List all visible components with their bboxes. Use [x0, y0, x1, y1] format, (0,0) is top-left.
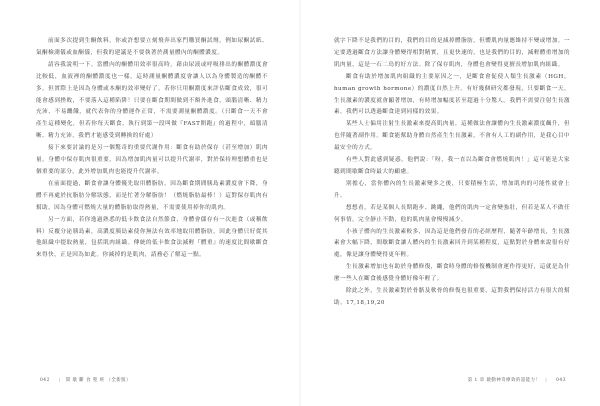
paragraph: 在前面提過，斷食會讓身體優先取用體脂肪，因為斷食期間胰島素濃度會下降，身體不再處於抗脂肪分解狀態，而是忙著分解脂肪！（燃燒脂肪最棒！）這對保存肌肉有幫助，因為身體可燃燒大量的體脂肪取得熱量，不需要使用掉你的肌肉。 — [36, 180, 268, 211]
right-page-footer — [468, 377, 570, 383]
paragraph: 生長激素增加也有助於身體修復，斷食時身體的修復機制會運作得更好，這就是為什麼一些人在斷食後感覺身體好像年輕了。 — [334, 264, 570, 283]
right-page-body — [334, 36, 570, 310]
chapter-label: 第 1 章 — [467, 378, 485, 383]
paragraph: 除此之外，生長激素對於骨骼及軟骨的修復也很重要，這對我們保持活力有很大的幫助。17,18,19,20 — [334, 288, 570, 306]
paragraph: 就字下降不是我們的目的，我們的目的是減掉體脂肪，但體肌肉量應維持不變或增加。一定要透過斷食方法讓身體變得相對精實，且更快速的，也是我們的目的，減輕體重增加的肌肉量，這是一石二鳥的好方法。除了保存肌肉，身體也會變得更擅長增加肌肉組織。 — [334, 38, 570, 68]
page-number: 042 — [40, 378, 50, 383]
chapter-title: 啟動神奇療效的超能力！ — [486, 378, 541, 383]
paragraph: 前面多次提到生酮飲料，你或許想要立刻飛奔出家門購買酮試劑，例如尿酮試紙、氣酮檢測儀或血酮儀，但我的建議是不要執著於測量體內的酮體濃度。 — [36, 38, 268, 56]
paragraph: 接下來要討論的是另一個驚奇的重要代謝作用：斷食有助於保存（甚至增加）肌肉量。身體中保存肌肉很重要，因為增加肌肉量可以提升代謝率，對於保持理想體重也是個重要的部分。此外增加肌肉也能提升代謝率。 — [36, 145, 268, 175]
folio-divider: | — [58, 378, 61, 383]
paragraph: 另一方面，若你逸過熟悉的低卡飲食法自然節食，身體會儲存有一次進食（或稱飲料）反覆分泌胰島素，高濃度胰島素使你無法有效率地取用體脂肪，因此身體只好從其他組織中提取熱量，包括肌肉組織。傳統的低卡飲食法減輕『體重』的速度比間歇斷食來得快，正是因為如此。你減掉的是肌肉，請務必了解這一點。 — [36, 216, 268, 259]
page-number: 043 — [556, 378, 566, 383]
book-edition: （全新版） — [106, 378, 131, 383]
paragraph: 請容我說明一下。當體內的酮體用效率很高時，藉由尿液或呼吸排出的酮體濃度會比較低，血液裡的酮體濃度也一樣，這時測量酮體濃度會讓人以為身體製造的酮體不多，但實際上是因為身體或本酮的效率變好了。若你只用酮濃度來評估斷食成效，很可能會感到挫敗，不要落入這種陷阱！只要在斷食期間做到不額外進食，頭腦清晰、精力充沛、不易饑餓，就代表你的身體運作正常，不需要測量酮體濃度。（只斷食一天不會產生這種變化，但若你每天斷食，執行到第一段叫做『FAST開跑』的過程中，頭腦清晰、精力充沛，我們才能感受到轉換的好處） — [36, 61, 268, 140]
paragraph: 小孩子體內的生長激素較多，因為這是他們發育的必經歷程，隨著年齡增長，生長激素會大幅下降，間歇斷食讓人體內的生長激素回升到某種程度，這點對於身體來說很有好處，像是讓身體變得更年輕。 — [334, 228, 570, 259]
paragraph: 斷食有助於增加肌肉組織的主要原因之一，是斷食會促使人類生長激素（HGH，human growth hormone）的濃度自然上升。有好幾個研究都發現，只要斷食一天，生長激素的濃度就會顯著增加，有時增加幅度甚至超過十分驚人。我們不需要注射生長激素，我們可以透過斷食達到同樣的效果。 — [334, 73, 570, 116]
folio-divider: | — [545, 378, 548, 383]
left-page-body — [36, 36, 268, 262]
book-title: 間 歇 斷 食 聖 經 — [65, 378, 105, 383]
right-page — [300, 0, 600, 406]
paragraph: 別擔心，當你體內的生長激素變多之後，只要積極生活，增加肌肉的可能性就會上升。 — [334, 180, 570, 199]
left-page-footer — [36, 377, 131, 383]
paragraph: 有些人對此感到疑惑，他們說：「呀，我一直以為斷食會燃燒肌肉！」這可能是大家聽到間歇斷食時最大的顧慮。 — [334, 157, 570, 175]
paragraph: 某些人士偏用注射生長激素來提高肌肉量，這種做法會讓體內生長激素濃度飆升，但也伴隨著副作用。斷食能幫助身體自然產生生長激素，不會有人工的副作用，是我心目中最安全的方式。 — [334, 121, 570, 152]
paragraph: 想想看，若是某個人長期跑步、跳繩，他們的肌肉一定會變強壯，但若是某人不做任何事情，完全靜止不動，他的肌肉量會慢慢減少。 — [334, 204, 570, 223]
